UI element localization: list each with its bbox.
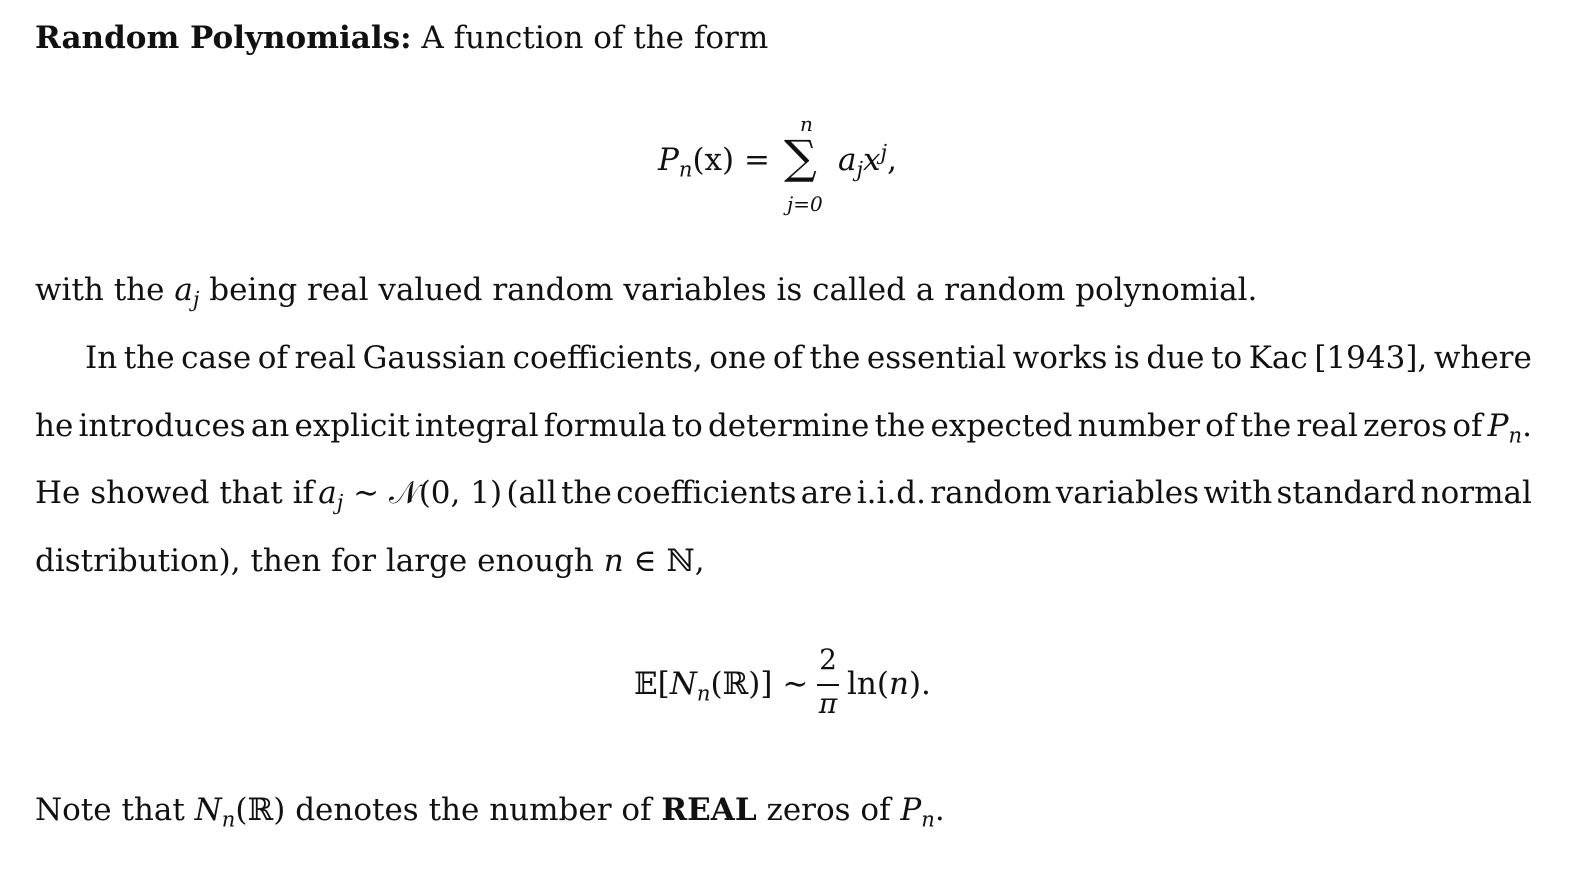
note-N-sub: n — [221, 806, 236, 832]
para2-l1-w: Kac — [1248, 340, 1308, 376]
para2-l2-w: formula — [543, 408, 667, 444]
para2-l3-w: standard — [1276, 475, 1417, 511]
para2-l2-w: of — [1452, 408, 1483, 444]
para2-l1-w: In — [85, 340, 118, 376]
eq2-arg: (ℝ)] — [710, 666, 773, 702]
eq2-num: 2 — [819, 643, 837, 676]
eq1-sigma: ∑ — [784, 130, 817, 184]
para2-l3-w: are — [800, 475, 853, 511]
para1-line — [35, 270, 1257, 310]
eq2-sim: ∼ — [782, 666, 809, 702]
para2-l2-w: explicit — [294, 408, 410, 444]
para2-l1-w: works — [1012, 340, 1108, 376]
para2-l1-w: due — [1146, 340, 1205, 376]
para2-l1-w: where — [1433, 340, 1532, 376]
eq2-end: ). — [908, 666, 931, 702]
para2-l1-w: of — [772, 340, 803, 376]
eq2-n: n — [888, 666, 909, 702]
eq1-lower-limit: j=0 — [787, 192, 823, 216]
para2-l3-w: (all — [506, 475, 557, 511]
para2-l2-period: . — [1522, 408, 1532, 444]
para2-l2-end — [1488, 406, 1532, 446]
para2-line1 — [85, 338, 1532, 378]
para2-l2-w: introduces — [78, 408, 246, 444]
para2-l1-w: the — [123, 340, 175, 376]
para2-l2-w: the — [1240, 408, 1292, 444]
para2-l3-pre: He showed that if — [35, 475, 314, 511]
para2-l1-w: [1943], — [1314, 340, 1428, 376]
heading-text: A function of the form — [421, 20, 769, 56]
para2-l1-w: real — [294, 340, 357, 376]
note-pre: Note that — [35, 792, 185, 828]
para2-l3-w: with — [1203, 475, 1273, 511]
eq2-fraction-bar — [817, 684, 839, 686]
para2-l2-w: the — [874, 408, 926, 444]
eq2-N: N — [669, 666, 697, 702]
para2-l3-a-sub: j — [336, 489, 344, 515]
para2-l1-w: Gaussian — [362, 340, 507, 376]
para2-l1-w: one — [709, 340, 767, 376]
eq2-N-sub: n — [696, 680, 711, 706]
eq1-term — [838, 139, 897, 182]
para2-l1-w: case — [181, 340, 252, 376]
para2-l1-w: the — [809, 340, 861, 376]
eq1-x: x — [863, 142, 881, 178]
eq1-arg: (x) — [692, 142, 735, 178]
para2-l3-w: normal — [1420, 475, 1532, 511]
eq1-x-sup: j — [880, 139, 888, 165]
para1-post: being real valued random variables is called a random polynomial. — [209, 272, 1258, 308]
note-arg: (ℝ) — [235, 792, 286, 828]
heading-line — [35, 18, 768, 58]
para1-pre: with the — [35, 272, 165, 308]
eq1-a-sub: j — [856, 156, 864, 182]
eq2-expect: 𝔼[ — [634, 666, 670, 702]
para2-l2-w: real — [1296, 408, 1358, 444]
para2-l2-w: integral — [414, 408, 539, 444]
para2-line2 — [35, 406, 1532, 446]
eq2-lhs — [634, 666, 809, 706]
para2-l2-w: zeros — [1363, 408, 1448, 444]
para2-l3-cond — [318, 473, 502, 513]
eq2-ln: ln( — [847, 666, 889, 702]
heading-bold: Random Polynomials: — [35, 20, 412, 56]
eq1-comma: , — [887, 142, 897, 178]
eq1-equals: = — [743, 142, 770, 178]
para2-l2-w: he — [35, 408, 74, 444]
eq1-lhs — [658, 142, 770, 182]
para2-l1-w: is — [1113, 340, 1140, 376]
para1-var-sub: j — [192, 286, 200, 312]
para2-l3-w: variables — [1055, 475, 1199, 511]
note-line — [35, 790, 945, 830]
para2-l1-w: coefficients, — [512, 340, 703, 376]
para2-l3-a: a — [318, 475, 337, 511]
para2-l2-w: determine — [707, 408, 870, 444]
para2-l3-rel: ∼ 𝒩(0, 1) — [353, 475, 503, 511]
note-N: N — [194, 792, 222, 828]
para2-l2-w: to — [671, 408, 703, 444]
note-mid: denotes the number of — [295, 792, 652, 828]
para1-var: a — [174, 272, 193, 308]
note-end: . — [934, 792, 945, 828]
para2-l2-w: number — [1077, 408, 1201, 444]
para2-l1-w: essential — [866, 340, 1007, 376]
eq1-upper-limit: n — [800, 112, 813, 136]
eq1-P: P — [658, 142, 679, 178]
para2-l3-w: i.i.d. — [856, 475, 926, 511]
para2-l2-P: P — [1487, 408, 1509, 444]
note-bold: REAL — [661, 792, 757, 828]
para2-l3-w: random — [930, 475, 1052, 511]
note-P-sub: n — [921, 806, 935, 832]
para2-l4-pre: distribution), then for large enough — [35, 543, 594, 579]
eq1-a: a — [838, 142, 857, 178]
para2-l4-post: ∈ ℕ, — [633, 543, 705, 579]
para2-l3-w: coefficients — [616, 475, 797, 511]
para2-line4 — [35, 541, 705, 581]
para2-l4-n: n — [603, 543, 624, 579]
para2-l2-P-sub: n — [1508, 422, 1523, 448]
note-post: zeros of — [766, 792, 891, 828]
para2-l1-w: of — [257, 340, 288, 376]
para2-l3-w: the — [561, 475, 612, 511]
para2-l2-w: of — [1205, 408, 1236, 444]
eq1-P-sub: n — [678, 156, 693, 182]
eq2-rhs — [847, 666, 931, 702]
para2-line3 — [35, 473, 1532, 513]
note-P: P — [900, 792, 922, 828]
para2-l2-w: an — [250, 408, 290, 444]
eq2-den: π — [818, 687, 838, 720]
para2-l2-w: expected — [930, 408, 1073, 444]
para2-l1-w: to — [1211, 340, 1243, 376]
